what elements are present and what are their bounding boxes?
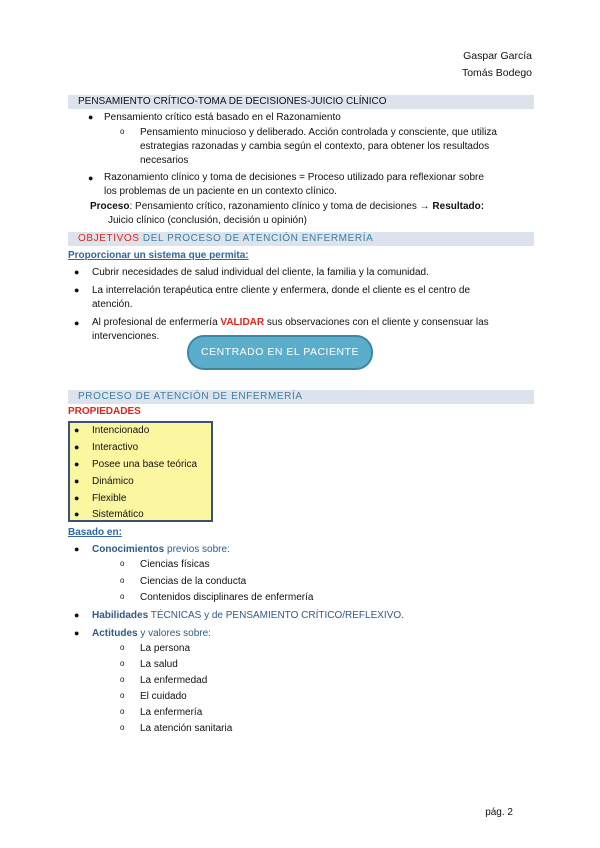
list-item-continuation: los problemas de un paciente en un contexto clínico. [104, 186, 337, 197]
resultado-label: Resultado: [432, 201, 485, 212]
property-item: Flexible [92, 493, 127, 504]
section-header-objetivos [68, 232, 534, 246]
circle-bullet-icon: o [120, 723, 125, 732]
bullet-icon: ● [74, 628, 80, 638]
section-header-pensamiento [68, 95, 534, 109]
list-item: Cubrir necesidades de salud individual del cliente, la familia y la comunidad. [92, 267, 429, 278]
circle-bullet-icon: o [120, 127, 125, 136]
list-item: La persona [140, 643, 191, 654]
list-item: La salud [140, 659, 178, 670]
bullet-icon: ● [74, 509, 80, 519]
habilidades-word: Habilidades [92, 610, 149, 621]
list-item-continuation: estrategias razonadas y cambia según el contexto, para obtener los resultados [140, 141, 490, 152]
circle-bullet-icon: o [120, 576, 125, 585]
proceso-text: : Pensamiento crítico, razonamiento clínico y toma de decisiones [129, 201, 417, 212]
list-item [92, 316, 489, 329]
list-item: La enfermería [140, 707, 203, 718]
bullet-icon: ● [74, 493, 80, 503]
circle-bullet-icon: o [120, 675, 125, 684]
author-name-2: Tomás Bodego [461, 67, 532, 79]
item-text: Al profesional de enfermería [92, 317, 221, 328]
validar-word: VALIDAR [220, 317, 265, 328]
list-item-continuation: necesarios [140, 155, 189, 166]
bullet-icon: ● [74, 285, 80, 295]
author-name-1: Gaspar García [463, 50, 532, 62]
title-rest: DEL PROCESO DE ATENCIÓN ENFERMERÍA [139, 233, 374, 244]
circle-bullet-icon: o [120, 559, 125, 568]
list-item [92, 627, 211, 640]
bullet-icon: ● [74, 476, 80, 486]
resultado-text: Juicio clínico (conclusión, decisión u opinión) [108, 215, 307, 226]
list-item [92, 609, 404, 622]
proceso-line [90, 200, 484, 213]
list-item: La enfermedad [140, 675, 208, 686]
basado-heading: Basado en: [68, 527, 122, 538]
bullet-icon: ● [74, 425, 80, 435]
subtitle-proporcionar: Proporcionar un sistema que permita: [68, 250, 249, 261]
item-text: previos sobre: [164, 544, 230, 555]
list-item [92, 543, 230, 556]
arrow-right-icon: → [419, 201, 430, 212]
circle-bullet-icon: o [120, 691, 125, 700]
list-item: Razonamiento clínico y toma de decisiones = Proceso utilizado para reflexionar sobre [104, 172, 484, 183]
proceso-label: Proceso [90, 201, 130, 212]
property-item: Sistemático [92, 509, 144, 520]
bullet-icon: ● [88, 173, 94, 183]
list-item: Ciencias de la conducta [140, 576, 247, 587]
section-title [68, 232, 534, 246]
list-item: Pensamiento crítico está basado en el Razonamiento [104, 112, 341, 123]
circle-bullet-icon: o [120, 592, 125, 601]
item-text: TÉCNICAS y de PENSAMIENTO CRÍTICO/REFLEXIVO. [148, 610, 404, 621]
list-item: Pensamiento minucioso y deliberado. Acción controlada y consciente, que utiliza [140, 127, 497, 138]
list-item: Contenidos disciplinares de enfermería [140, 592, 314, 603]
bullet-icon: ● [74, 459, 80, 469]
list-item-continuation: intervenciones. [92, 331, 160, 342]
property-item: Posee una base teórica [92, 459, 198, 470]
propiedades-heading: PROPIEDADES [68, 406, 141, 417]
item-text: y valores sobre: [137, 628, 211, 639]
centrado-paciente-pill: CENTRADO EN EL PACIENTE [187, 335, 373, 370]
circle-bullet-icon: o [120, 659, 125, 668]
section-title: PROCESO DE ATENCIÓN DE ENFERMERÍA [78, 391, 303, 402]
page-number: pág. 2 [485, 807, 513, 818]
section-header-proceso [68, 390, 534, 404]
bullet-icon: ● [74, 544, 80, 554]
list-item: La atención sanitaria [140, 723, 233, 734]
property-item: Interactivo [92, 442, 139, 453]
circle-bullet-icon: o [120, 643, 125, 652]
list-item: El cuidado [140, 691, 187, 702]
section-title: PENSAMIENTO CRÍTICO-TOMA DE DECISIONES-JUICIO CLÍNICO [78, 96, 387, 107]
property-item: Intencionado [92, 425, 150, 436]
bullet-icon: ● [88, 112, 94, 122]
list-item-continuation: atención. [92, 299, 133, 310]
list-item: Ciencias físicas [140, 559, 210, 570]
circle-bullet-icon: o [120, 707, 125, 716]
bullet-icon: ● [74, 318, 80, 328]
bullet-icon: ● [74, 610, 80, 620]
item-text: sus observaciones con el cliente y consensuar las [264, 317, 489, 328]
actitudes-word: Actitudes [92, 628, 138, 639]
conocimientos-word: Conocimientos [92, 544, 165, 555]
bullet-icon: ● [74, 267, 80, 277]
objetivos-word: OBJETIVOS [78, 233, 140, 244]
bullet-icon: ● [74, 442, 80, 452]
list-item: La interrelación terapéutica entre cliente y enfermera, donde el cliente es el centro de [92, 285, 471, 296]
property-item: Dinámico [92, 476, 134, 487]
